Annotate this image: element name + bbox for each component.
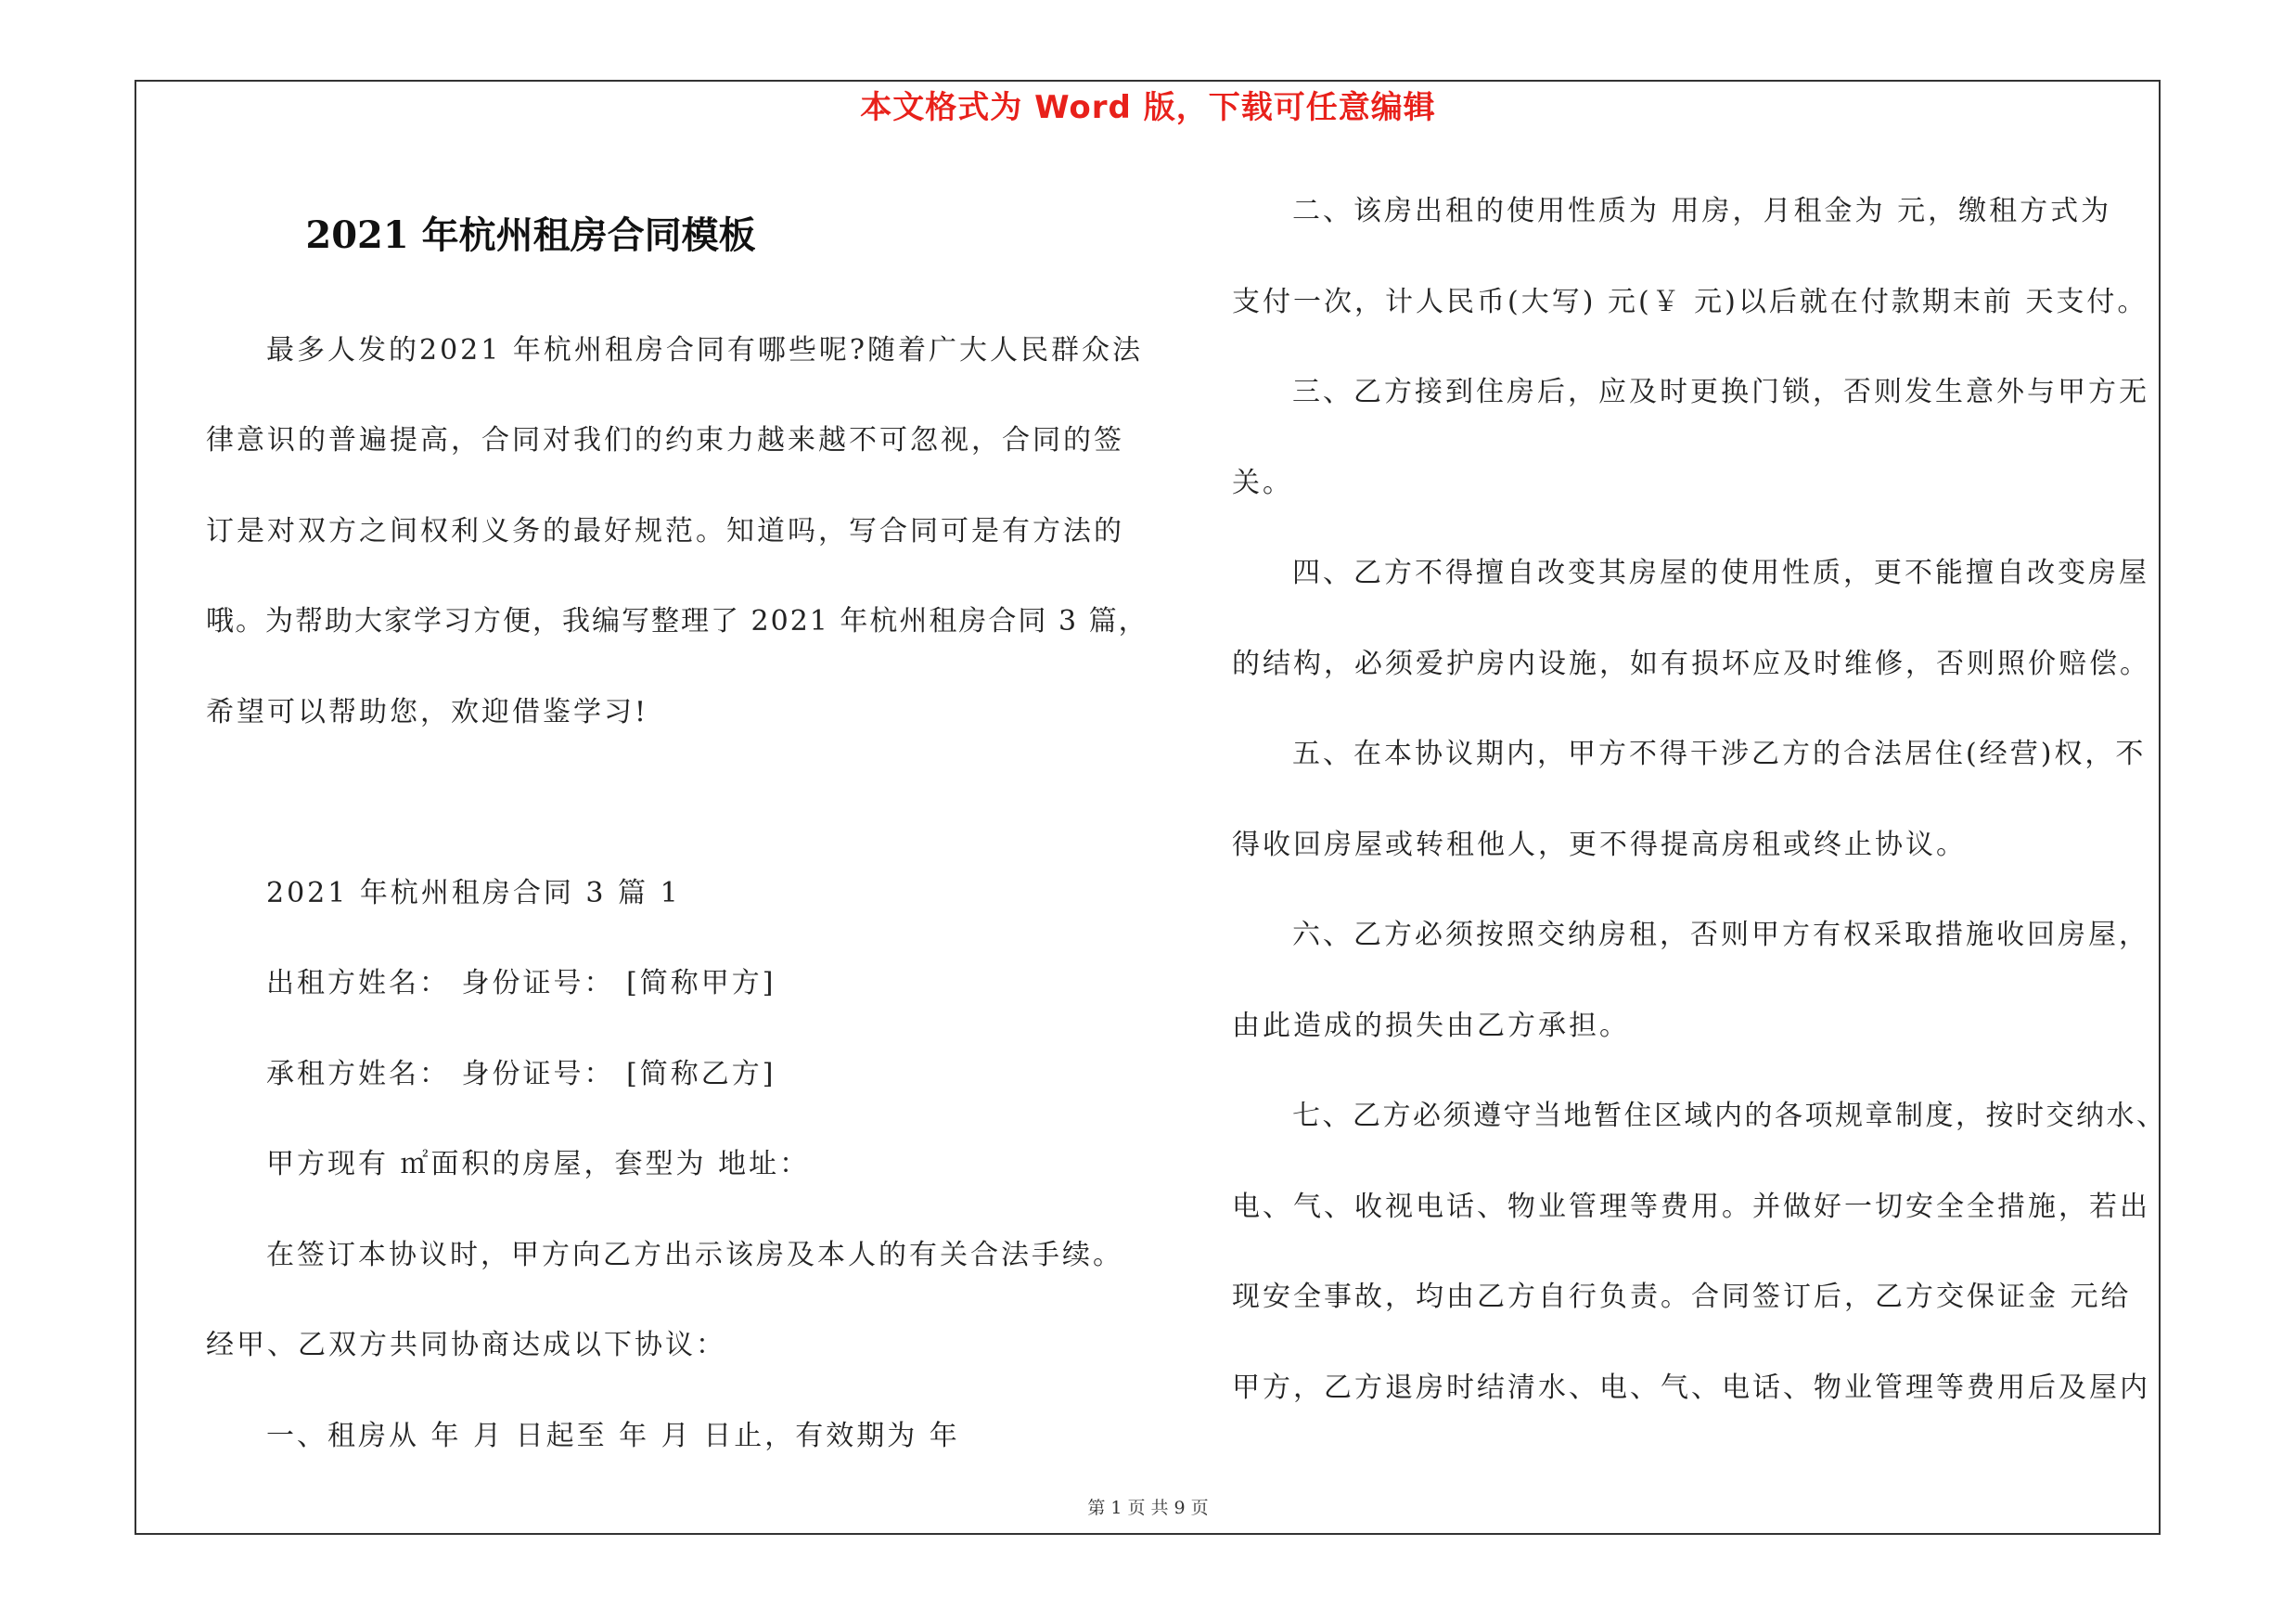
right-line-2: 支付一次，计人民币(大写) 元(￥ 元)以后就在付款期末前 天支付。 — [1232, 286, 2148, 318]
right-line-3: 三、乙方接到住房后，应及时更换门锁，否则发生意外与甲方无 — [1292, 376, 2149, 408]
left-line-12: 一、租房从 年 月 日起至 年 月 日止，有效期为 年 — [266, 1420, 960, 1452]
right-line-4: 关。 — [1232, 467, 1293, 499]
left-line-7: 出租方姓名： 身份证号： [简称甲方] — [266, 967, 776, 999]
left-line-9: 甲方现有 ㎡面积的房屋，套型为 地址： — [266, 1148, 811, 1180]
right-line-8: 得收回房屋或转租他人，更不得提高房租或终止协议。 — [1232, 829, 1967, 861]
editable-banner: 本文格式为 Word 版，下载可任意编辑 — [860, 89, 1436, 126]
document-title: 2021 年杭州租房合同模板 — [305, 213, 756, 257]
right-line-9: 六、乙方必须按照交纳房租，否则甲方有权采取措施收回房屋， — [1292, 919, 2149, 951]
left-line-11: 经甲、乙双方共同协商达成以下协议： — [206, 1329, 726, 1361]
right-line-5: 四、乙方不得擅自改变其房屋的使用性质，更不能擅自改变房屋 — [1292, 557, 2149, 589]
left-line-2: 律意识的普遍提高，合同对我们的约束力越来越不可忽视，合同的签 — [206, 424, 1124, 457]
left-line-4: 哦。为帮助大家学习方便，我编写整理了 2021 年杭州租房合同 3 篇， — [206, 605, 1148, 638]
left-line-3: 订是对双方之间权利义务的最好规范。知道吗，写合同可是有方法的 — [206, 515, 1124, 547]
right-line-10: 由此造成的损失由乙方承担。 — [1232, 1010, 1630, 1042]
right-line-14: 甲方，乙方退房时结清水、电、气、电话、物业管理等费用后及屋内 — [1232, 1372, 2150, 1404]
page-number: 第 1 页 共 9 页 — [1087, 1498, 1209, 1518]
right-line-1: 二、该房出租的使用性质为 用房，月租金为 元，缴租方式为 — [1292, 195, 2112, 227]
left-line-5: 希望可以帮助您，欢迎借鉴学习! — [206, 696, 649, 728]
right-line-11: 七、乙方必须遵守当地暂住区域内的各项规章制度，按时交纳水、 — [1292, 1100, 2167, 1132]
right-line-7: 五、在本协议期内，甲方不得干涉乙方的合法居住(经营)权，不 — [1292, 738, 2147, 770]
section-heading: 2021 年杭州租房合同 3 篇 1 — [266, 877, 681, 909]
left-line-1: 最多人发的2021 年杭州租房合同有哪些呢?随着广大人民群众法 — [266, 334, 1143, 367]
right-line-13: 现安全事故，均由乙方自行负责。合同签订后，乙方交保证金 元给 — [1232, 1281, 2132, 1313]
left-line-8: 承租方姓名： 身份证号： [简称乙方] — [266, 1058, 776, 1090]
right-line-6: 的结构，必须爱护房内设施，如有损坏应及时维修，否则照价赔偿。 — [1232, 648, 2150, 680]
left-line-10: 在签订本协议时，甲方向乙方出示该房及本人的有关合法手续。 — [266, 1239, 1123, 1271]
right-line-12: 电、气、收视电话、物业管理等费用。并做好一切安全全措施，若出 — [1232, 1191, 2150, 1223]
